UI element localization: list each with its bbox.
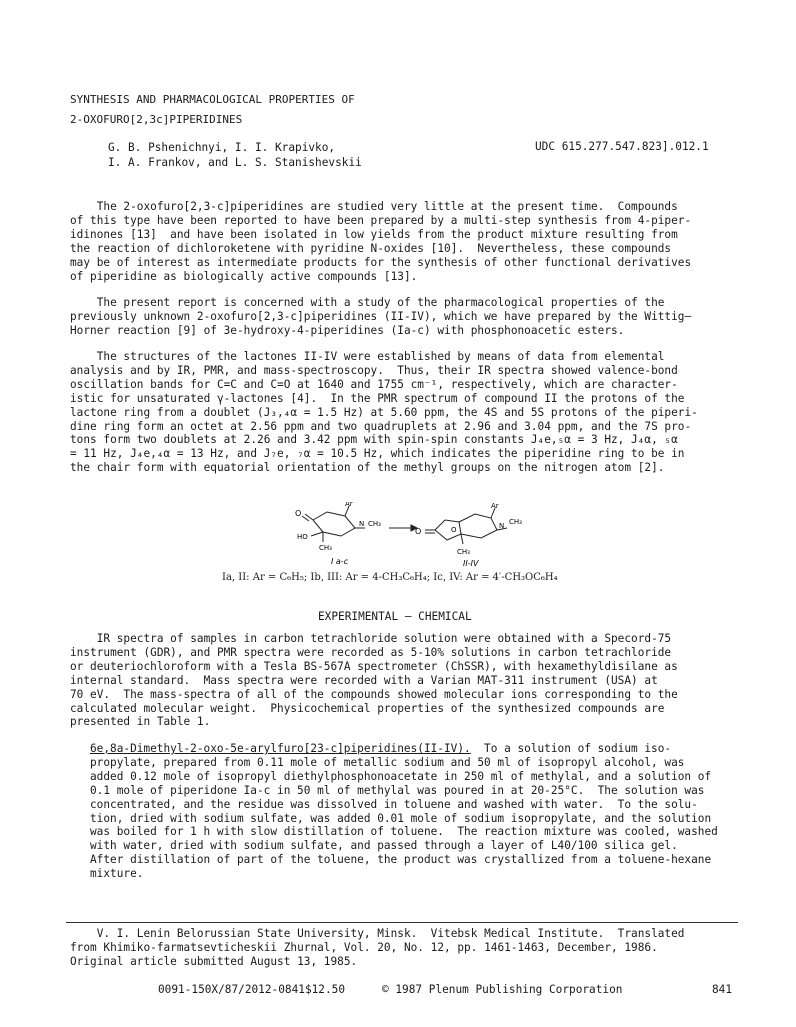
ch3-label-right-n: CH₃ [509,518,522,526]
authors [108,140,362,170]
paragraph-intro: The 2-oxofuro[2,3-c]piperidines are studied very little at the present time. Compounds of this type have been reported to have been prepared by a multi-step synthesis from 4-piper- idinones [13] and have been isolated in low yields from the product mixture resulting from the reaction of dichloroketene with pyridine N-oxides [10]. Nevertheless, these compounds may be of interest as intermediate products for the synthesis of other functional derivatives of piperidine as biologically active compounds [13]. [70,200,692,283]
paragraph-instruments: IR spectra of samples in carbon tetrachloride solution were obtained with a Specord-75 instrument (GDR), and PMR spectra were recorded as 5-10% solutions in carbon tetrachloride or deuteriochloroform with a Tesla BS-567A spectrometer (ChSSR), with hexamethyldisilane as internal standard. Mass spectra were recorded with a Varian MAT-311 instrument (USA) at 70 eV. The mass-spectra of all of the compounds showed molecular ions corresponding to the calculated molecular weight. Physicochemical properties of the synthesized compounds are presented in Table 1. [70,632,678,729]
ch3-label-right: CH₃ [457,548,470,556]
section-heading: EXPERIMENTAL — CHEMICAL [318,610,472,623]
title-block [70,90,355,130]
title-line-2: 2-OXOFURO[2,3c]PIPERIDINES [70,113,243,126]
article-code: 0091-150X/87/2012-0841$12.50 [158,983,346,996]
oxygen-label-right: O [415,527,422,536]
product-structure [425,508,507,544]
udc-code: UDC 615.277.547.823].012.1 [535,140,709,153]
procedure-heading: 6e,8a-Dimethyl-2-oxo-5e-arylfuro[23-c]piperidines(II-IV). [90,742,471,755]
authors-line-1: G. B. Pshenichnyi, I. I. Krapivko, [108,141,336,154]
paragraph-procedure [90,742,718,881]
reactant-structure [302,506,365,542]
reaction-scheme [285,502,545,574]
affiliation-footnote: V. I. Lenin Belorussian State University, Minsk. Vitebsk Medical Institute. Translated from Khimiko-farmatsevticheskii Zhurnal, Vol. 20, No. 12, pp. 1461-1463, December, 1986. Original article submitted August 13, 1985. [70,927,685,968]
scheme-caption: Ia, II: Ar = C₆H₅; Ib, III: Ar = 4-CH₃C₆H₄; Ic, IV: Ar = 4′-CH₃OC₆H₄ [222,572,558,583]
n-label-left: N [359,520,365,528]
n-label-right: N [499,522,505,530]
title-line-1: SYNTHESIS AND PHARMACOLOGICAL PROPERTIES OF [70,93,355,106]
ho-label: HO [297,533,308,541]
oxygen-label-left: O [295,509,302,518]
ring-oxygen-label: O [451,526,457,534]
ch3-label-left-n: CH₃ [368,520,381,528]
reaction-arrow [389,525,417,531]
footnote-divider [66,922,738,923]
authors-line-2: I. A. Frankov, and L. S. Stanishevskii [108,156,362,169]
page-number: 841 [712,983,733,996]
paragraph-structures: The structures of the lactones II-IV were established by means of data from elemental analysis and by IR, PMR, and mass-spectroscopy. Thus, their IR spectra showed valence-bond oscillation bands for C=C and C=O at 1640 and 1755 cm⁻¹, respectively, which are character- istic for unsaturated γ-lactones [4]. In the PMR spectrum of compound II the protons of the lactone ring from a doublet (J₃,₄α = 1.5 Hz) at 5.60 ppm, the 4S and 5S protons of the piperi- dine ring form an octet at 2.56 ppm and two quadruplets at 2.96 and 3.04 ppm, and the 7S pro- tons form two doublets at 2.26 and 3.42 ppm with spin-spin constants J₄e,₅α = 3 Hz, J₄α, ₅α = 11 Hz, J₄e,₄α = 13 Hz, and J₇e, ₇α = 10.5 Hz, which indicates the piperidine ring to be in the chair form with equatorial orientation of the methyl groups on the nitrogen atom [2]. [70,350,698,475]
copyright-notice: © 1987 Plenum Publishing Corporation [382,983,623,996]
ar-label-right: Ar [491,502,499,510]
paragraph-present-report: The present report is concerned with a study of the pharmacological properties of the previously unknown 2-oxofuro[2,3-c]piperidines (II-IV), which we have prepared by the Wittig— Horner reaction [9] of 3e-hydroxy-4-piperidines (Ia-c) with phosphonoacetic esters. [70,296,692,337]
procedure-text: To a solution of sodium iso- propylate, prepared from 0.11 mole of metallic sodium and 50 ml of isopropyl alcohol, was added 0.12 mole of isopropyl diethylphosphonoacetate in 250 ml of methylal, and a solution of 0.1 mole of piperidone Ia-c in 50 ml of methylal was poured in at 20-25°C. The solution was concentrated, and the residue was dissolved in toluene and washed with water. To the solu- tion, dried with sodium sulfate, was added 0.01 mole of sodium isopropylate, and the solution was boiled for 1 h with slow distillation of toluene. The reaction mixture was cooled, washed with water, dried with sodium sulfate, and passed through a layer of L40/100 silica gel. After distillation of part of the toluene, the product was crystallized from a toluene-hexane mixture. [90,742,718,881]
ar-label-left: Ar [345,502,353,508]
ch3-label-left: CH₃ [319,544,332,552]
reactant-label: I a-c [331,557,349,566]
product-label: II-IV [463,559,479,568]
